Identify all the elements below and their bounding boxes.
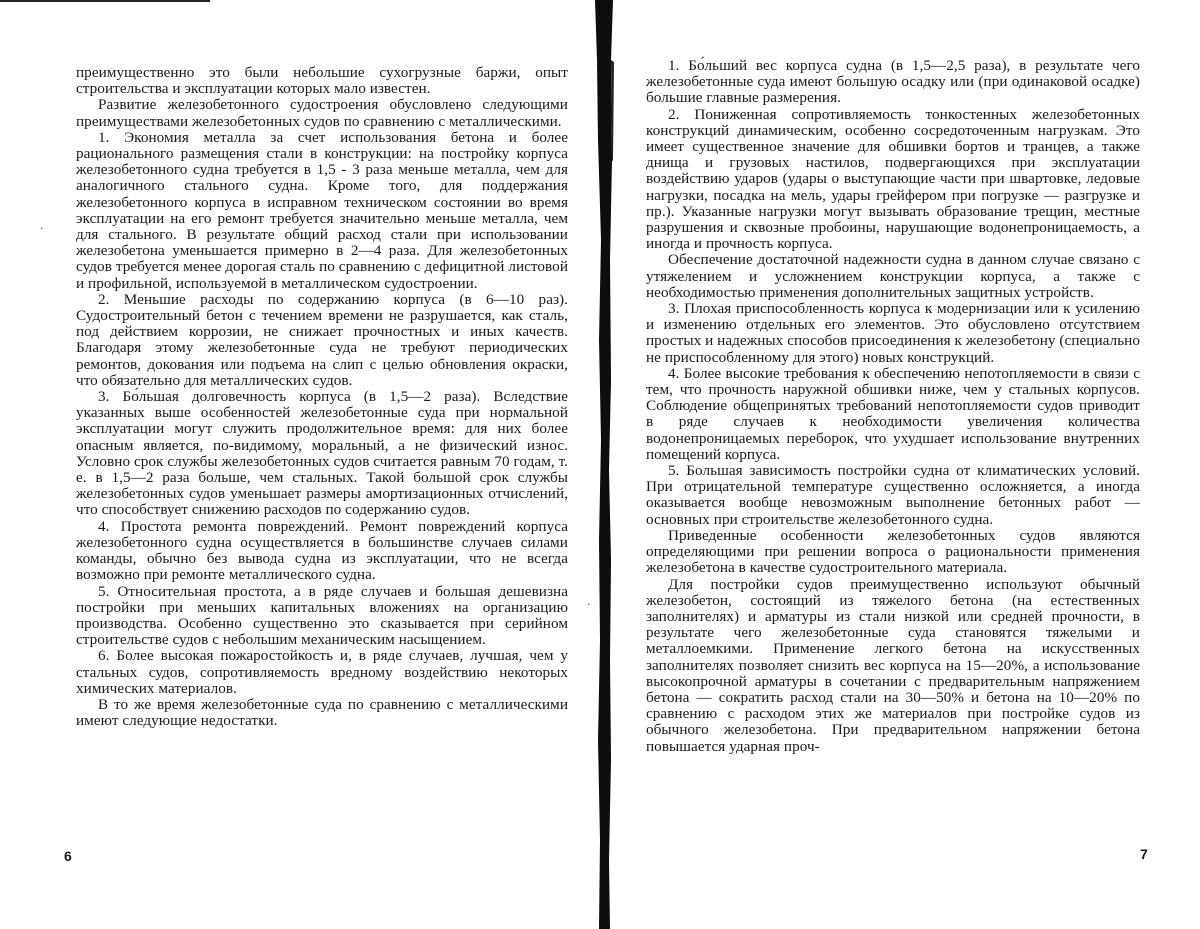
paragraph: 1. Экономия металла за счет использования бетона и более рационального размещения стали в конструкции: на постройку корпуса железобетонного судна требуется в 1,5 - 3 раза меньше металла, чем для аналогичного стального судна. Кроме того, для поддержания железобетонного корпуса в исправном техническом состоянии во время эксплуатации на его ремонт требуется значительно меньше металла, чем для стального. В результате общий расход стали при использовании железобетона уменьшается примерно в 2—4 раза. Для железобетонных судов требуется менее дорогая сталь по сравнению с дефицитной листовой и профильной, используемой в металлическом судостроении. <box>76 128 568 292</box>
paragraph: преимущественно это были небольшие сухогрузные баржи, опыт строительства и эксплуатации которых мало известен. <box>76 64 568 98</box>
paragraph: Обеспечение достаточной надежности судна в данном случае связано с утяжелением и усложнением конструкции корпуса, а также с необходимостью применения дополнительных защитных устройств. <box>646 251 1140 301</box>
scan-speck: · <box>587 598 591 611</box>
paragraph: В то же время железобетонные суда по сравнению с металлическими имеют следующие недостатки. <box>76 695 568 730</box>
book-gutter-shadow <box>591 0 617 929</box>
right-page-text <box>646 58 1140 755</box>
paragraph: 6. Более высокая пожаростойкость и, в ряде случаев, лучшая, чем у стальных судов, сопротивляемость вредному воздействию некоторых химических материалов. <box>76 647 568 697</box>
paragraph: 2. Меньшие расходы по содержанию корпуса (в 6—10 раз). Судостроительный бетон с течением времени не разрушается, как сталь, под действием коррозии, не снижает прочностных и иных качеств. Благодаря этому железобетонные суда не требуют периодических ремонтов, докования или подъема на слип с целью обновления окраски, что обязательно для металлических судов. <box>76 290 568 389</box>
paragraph: Для постройки судов преимущественно используют обычный железобетон, состоящий из тяжелого бетона (на естественных заполнителях) и арматуры из стали низкой или средней прочности, в результате чего железобетонные суда становятся тяжелыми и металлоемкими. Применение легкого бетона на искусственных заполнителях позволяет снизить вес корпуса на 15—20%, а использование высокопрочной арматуры в сочетании с предварительным напряжением бетона — сократить расход стали на 30—50% и бетона на 10—20% по сравнению с расходом этих же материалов при постройке судов из обычного железобетона. При предварительном напряжении бетона повышается ударная проч- <box>646 575 1140 755</box>
paragraph: 4. Более высокие требования к обеспечению непотопляемости в связи с тем, что прочность наружной обшивки ниже, чем у стальных корпусов. Соблюдение общепринятых требований непотопляемости судов приводит в ряде случаев к необходимости увеличения количества водонепроницаемых переборок, что ухудшает использование внутренних помещений корпуса. <box>646 364 1140 463</box>
scan-speck: · <box>40 222 44 235</box>
paragraph: Приведенные особенности железобетонных судов являются определяющими при решении вопроса о рациональности применения железобетона в качестве судостроительного материала. <box>646 526 1140 577</box>
paragraph: Развитие железобетонного судостроения обусловлено следующими преимуществами железобетонных судов по сравнению с металлическими. <box>76 96 568 130</box>
paragraph: 2. Пониженная сопротивляемость тонкостенных железобетонных конструкций динамическим, особенно сосредоточенным нагрузкам. Это имеет существенное значение для обшивки бортов и транцев, а также днища и грузовых настилов, подвергающихся при эксплуатации воздействию ударов (удары о выступающие части при швартовке, ледовые нагрузки, посадка на мель, удары грейфером при погрузке — разгрузке и пр.). Указанные нагрузки могут вызывать образование трещин, местные разрушения и сквозные пробоины, нарушающие водонепроницаемость, а иногда и прочность корпуса. <box>646 105 1140 253</box>
paragraph: 5. Большая зависимость постройки судна от климатических условий. При отрицательной температуре существенно осложняется, а иногда оказывается вообще невозможным выполнение бетонных работ — основных при строительстве железобетонного судна. <box>646 462 1140 528</box>
paragraph: 3. Бо́льшая долговечность корпуса (в 1,5—2 раза). Вследствие указанных выше особенностей железобетонные суда при нормальной эксплуатации могут служить продолжительное время: для них более опасным является, по-видимому, моральный, а не физический износ. Условно срок службы железобетонных судов считается равным 70 годам, т. е. в 1,5—2 раза больше, чем стальных. Такой большой срок службы железобетонных судов уменьшает размеры амортизационных отчислений, что способствует снижению расходов по содержанию судов. <box>76 388 568 519</box>
left-page <box>0 0 598 929</box>
paragraph: 1. Бо́льший вес корпуса судна (в 1,5—2,5 раза), в результате чего железобетонные суда имеют большую осадку или (при одинаковой осадке) большие главные размерения. <box>646 57 1140 107</box>
left-page-text <box>76 65 568 729</box>
paragraph: 4. Простота ремонта повреждений. Ремонт повреждений корпуса железобетонного судна осуществляется в большинстве случаев силами команды, обычно без вывода судна из эксплуатации, что не всегда возможно при ремонте металлического судна. <box>76 517 568 584</box>
paragraph: 5. Относительная простота, а в ряде случаев и большая дешевизна постройки при меньших капитальных вложениях на организацию производства. Особенно существенно это сказывается при серийном строительстве судов с небольшим механическим насыщением. <box>76 582 568 649</box>
paragraph: 3. Плохая приспособленность корпуса к модернизации или к усилению и изменению отдельных его элементов. Это обусловлено отсутствием простых и надежных способов присоединения к железобетону (специально не приспособленному для этого) новых конструкций. <box>646 300 1140 366</box>
page-number-right: 7 <box>1140 846 1148 862</box>
page-number-left: 6 <box>64 848 72 864</box>
